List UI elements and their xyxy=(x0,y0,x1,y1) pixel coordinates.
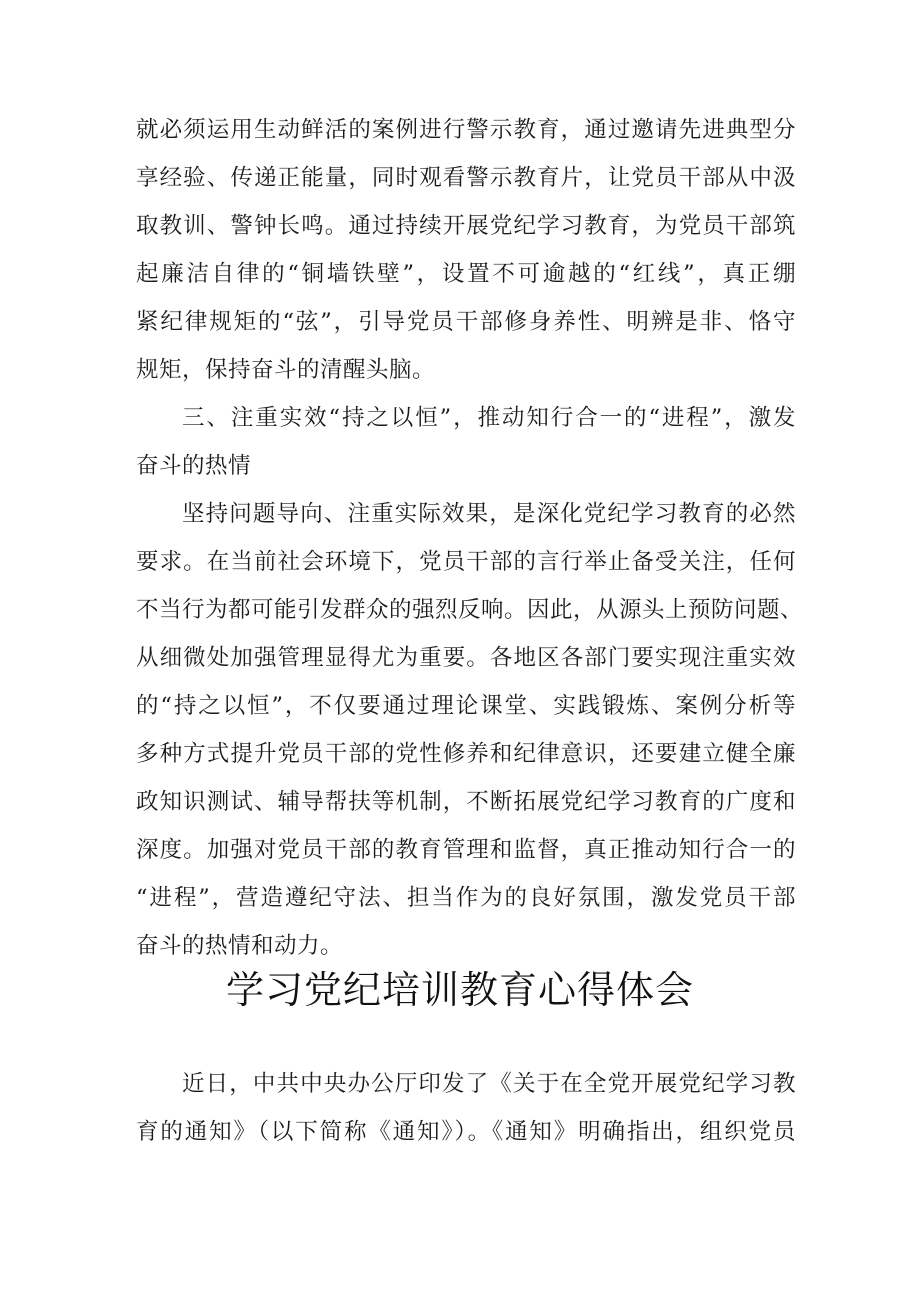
document-title: 学习党纪培训教育心得体会 xyxy=(225,968,694,1012)
paragraph-line: 紧纪律规矩的“弦”，引导党员干部修身养性、明辨是非、恪守 xyxy=(136,309,796,335)
paragraph-line: 要求。在当前社会环境下，党员干部的言行举止备受关注，任何 xyxy=(136,549,796,575)
paragraph-line: 不当行为都可能引发群众的强烈反响。因此，从源头上预防问题、 xyxy=(136,597,804,623)
paragraph-line: 奋斗的热情和动力。 xyxy=(136,933,344,959)
paragraph-line: 坚持问题导向、注重实际效果，是深化党纪学习教育的必然 xyxy=(182,501,796,527)
paragraph-line: 取教训、警钟长鸣。通过持续开展党纪学习教育，为党员干部筑 xyxy=(136,213,796,239)
paragraph-line: 规矩，保持奋斗的清醒头脑。 xyxy=(136,357,436,383)
paragraph-line: 享经验、传递正能量，同时观看警示教育片，让党员干部从中汲 xyxy=(136,165,796,191)
paragraph-line: 起廉洁自律的“铜墙铁壁”，设置不可逾越的“红线”，真正绷 xyxy=(136,261,796,287)
section-heading-line: 奋斗的热情 xyxy=(136,453,252,479)
paragraph-line: 育的通知》（以下简称《通知》）。《通知》明确指出，组织党员 xyxy=(136,1119,796,1145)
paragraph-line: 政知识测试、辅导帮扶等机制，不断拓展党纪学习教育的广度和 xyxy=(136,789,796,815)
paragraph-line: 从细微处加强管理显得尤为重要。各地区各部门要实现注重实效 xyxy=(136,645,796,671)
paragraph-line: 近日，中共中央办公厅印发了《关于在全党开展党纪学习教 xyxy=(182,1071,796,1097)
section-heading-line: 三、注重实效“持之以恒”，推动知行合一的“进程”，激发 xyxy=(182,405,796,431)
paragraph-line: “进程”，营造遵纪守法、担当作为的良好氛围，激发党员干部 xyxy=(136,885,796,911)
paragraph-line: 多种方式提升党员干部的党性修养和纪律意识，还要建立健全廉 xyxy=(136,741,796,767)
paragraph-line: 深度。加强对党员干部的教育管理和监督，真正推动知行合一的 xyxy=(136,837,796,863)
paragraph-line: 的“持之以恒”，不仅要通过理论课堂、实践锻炼、案例分析等 xyxy=(136,693,796,719)
paragraph-line: 就必须运用生动鲜活的案例进行警示教育，通过邀请先进典型分 xyxy=(136,117,796,143)
